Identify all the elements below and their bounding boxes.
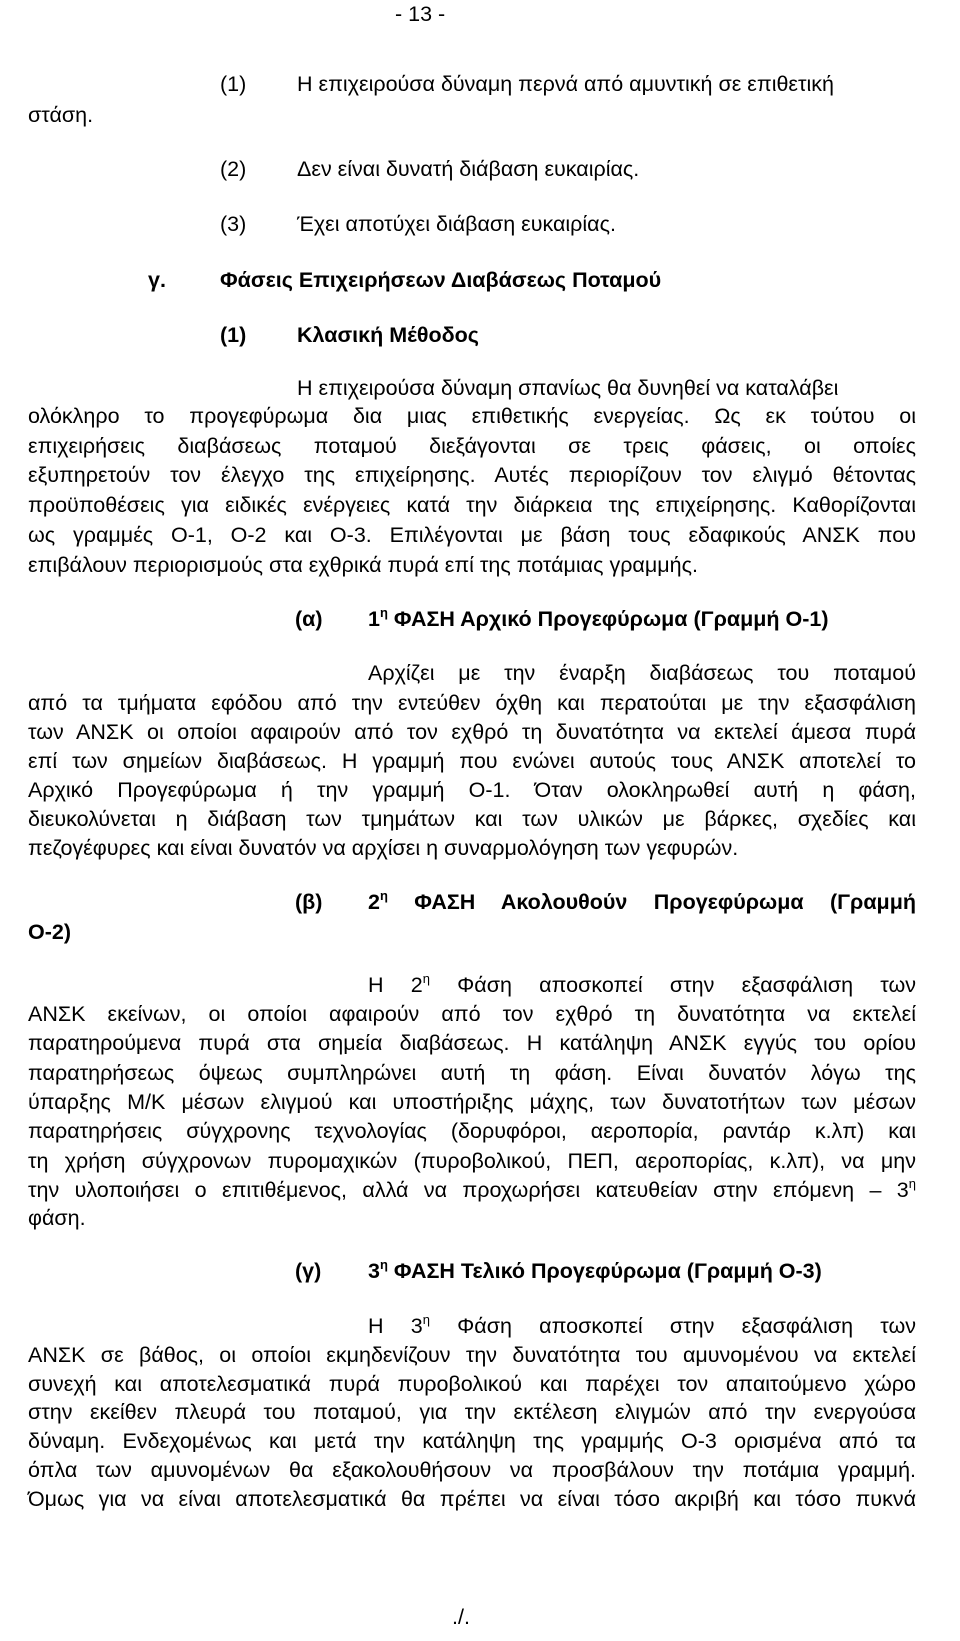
paragraph-line: διευκολύνεται η διάβαση των τμημάτων και των υλικών με βάρκες, σχεδίες και — [28, 807, 916, 831]
subsection-title: Κλασική Μέθοδος — [297, 323, 479, 347]
continuation-mark: ./. — [452, 1605, 470, 1629]
paragraph-line — [368, 973, 916, 998]
paragraph-line: όπλα των αμυνομένων θα εξακολουθήσουν να προσβάλουν την ποτάμια γραμμή. — [28, 1458, 916, 1482]
list-item-continuation: στάση. — [28, 103, 94, 127]
paragraph-line: παρατηρήσεως όψεως συμπληρώνει αυτή τη φάση. Είναι δυνατόν λόγω της — [28, 1061, 916, 1085]
paragraph-line: επί των σημείων διαβάσεως. Η γραμμή που ενώνει αυτούς τους ΑΝΣΚ αποτελεί το — [28, 749, 916, 773]
list-item-num: (3) — [220, 212, 247, 236]
phase-title: ΦΑΣΗ Ακολουθούν Προγεφύρωμα (Γραμμή — [414, 890, 916, 914]
paragraph-line: επιχειρήσεις διαβάσεως ποταμού διεξάγονται σε τρεις φάσεις, οι οποίες — [28, 434, 916, 458]
list-item-num: (2) — [220, 157, 247, 181]
paragraph-line: ύπαρξης Μ/Κ μέσων ελιγμού και υποστήριξης μάχης, των δυνατοτήτων των μέσων — [28, 1090, 916, 1114]
paragraph-line: Αρχίζει με την έναρξη διαβάσεως του ποταμού — [368, 661, 916, 685]
paragraph-line — [368, 1314, 916, 1339]
section-letter: γ. — [148, 268, 166, 292]
phase-heading — [368, 607, 829, 632]
phase-sup: η — [379, 605, 388, 620]
phase-letter: (γ) — [295, 1259, 322, 1283]
phase-title: ΦΑΣΗ Τελικό Προγεφύρωμα (Γραμμή Ο-3) — [393, 1259, 822, 1283]
paragraph-line: ΑΝΣΚ εκείνων, οι οποίοι αφαιρούν από τον εχθρό τη δυνατότητα να εκτελεί — [28, 1002, 916, 1026]
phase-num: 1 — [368, 607, 380, 631]
paragraph-line: φάση. — [28, 1206, 86, 1230]
list-item-text: Η επιχειρούσα δύναμη περνά από αμυντική σε επιθετική — [297, 72, 834, 96]
paragraph-line: επιβάλουν περιορισμούς στα εχθρικά πυρά επί της ποτάμιας γραμμής. — [28, 553, 698, 577]
page-number: - 13 - — [395, 2, 446, 26]
list-item-text: Δεν είναι δυνατή διάβαση ευκαιρίας. — [297, 157, 640, 181]
text-run: Η 2 — [368, 973, 423, 997]
phase-letter: (β) — [295, 890, 323, 914]
paragraph-line — [28, 1178, 916, 1203]
phase-title: ΦΑΣΗ Αρχικό Προγεφύρωμα (Γραμμή Ο-1) — [393, 607, 829, 631]
paragraph-line: δύναμη. Ενδεχομένως και μετά την κατάληψη της γραμμής Ο-3 ορισμένα από τα — [28, 1429, 916, 1453]
phase-num: 3 — [368, 1259, 380, 1283]
phase-sup: η — [379, 888, 388, 903]
text-sup: η — [422, 1312, 430, 1327]
text-run: την υλοποιήσει ο επιτιθέμενος, αλλά να προχωρήσει κατευθείαν στην επόμενη – 3 — [28, 1178, 909, 1202]
paragraph-line: Αρχικό Προγεφύρωμα ή την γραμμή Ο-1. Όταν ολοκληρωθεί αυτή η φάση, — [28, 778, 916, 802]
paragraph-line: Όμως για να είναι αποτελεσματικά θα πρέπει να είναι τόσο ακριβή και τόσο πυκνά — [28, 1487, 916, 1511]
paragraph-line: από τα τμήματα εφόδου από την εντεύθεν όχθη και περατούται με την εξασφάλιση — [28, 691, 916, 715]
paragraph-line: των ΑΝΣΚ οι οποίοι αφαιρούν από τον εχθρό τη δυνατότητα να εκτελεί άμεσα πυρά — [28, 720, 916, 744]
paragraph-line: ολόκληρο το προγεφύρωμα δια μιας επιθετικής ενεργείας. Ως εκ τούτου οι — [28, 404, 916, 428]
paragraph-line: εξυπηρετούν τον έλεγχο της επιχείρησης. Αυτές περιορίζουν τον ελιγμό θέτοντας — [28, 463, 916, 487]
section-title: Φάσεις Επιχειρήσεων Διαβάσεως Ποταμού — [220, 268, 662, 292]
phase-letter: (α) — [295, 607, 323, 631]
paragraph-line: παρατηρήσεις σύγχρονης τεχνολογίας (δορυφόροι, αεροπορία, ραντάρ κ.λπ) και — [28, 1119, 916, 1143]
paragraph-line: ως γραμμές Ο-1, Ο-2 και Ο-3. Επιλέγονται με βάση τους εδαφικούς ΑΝΣΚ που — [28, 523, 916, 547]
list-item-text: Έχει αποτύχει διάβαση ευκαιρίας. — [297, 212, 616, 236]
phase-sup: η — [379, 1257, 388, 1272]
paragraph-line: στην εκείθεν πλευρά του ποταμού, για την εκτέλεση ελιγμών από την ενεργούσα — [28, 1400, 916, 1424]
text-run: Φάση αποσκοπεί στην εξασφάλιση των — [429, 973, 916, 997]
text-run: Η 3 — [368, 1314, 423, 1338]
text-sup: η — [908, 1176, 916, 1191]
paragraph-line: συνεχή και αποτελεσματικά πυρά πυροβολικού και παρέχει τον απαιτούμενο χώρο — [28, 1372, 916, 1396]
paragraph-line: τη χρήση σύγχρονων πυρομαχικών (πυροβολικού, ΠΕΠ, αεροπορίας, κ.λπ), να μην — [28, 1149, 916, 1173]
paragraph-line: ΑΝΣΚ σε βάθος, οι οποίοι εκμηδενίζουν την δυνατότητα του αμυνομένου να εκτελεί — [28, 1343, 916, 1367]
list-item-num: (1) — [220, 72, 247, 96]
paragraph-line: προϋποθέσεις για ειδικές ενέργειες κατά την διάρκεια της επιχείρησης. Καθορίζονται — [28, 493, 916, 517]
phase-heading — [368, 890, 916, 915]
paragraph-line: πεζογέφυρες και είναι δυνατόν να αρχίσει η συναρμολόγηση των γεφυρών. — [28, 836, 739, 860]
text-sup: η — [422, 971, 430, 986]
text-run: Φάση αποσκοπεί στην εξασφάλιση των — [429, 1314, 916, 1338]
paragraph-line: παρατηρούμενα πυρά στα σημεία διαβάσεως. Η κατάληψη ΑΝΣΚ εγγύς του ορίου — [28, 1031, 916, 1055]
phase-heading — [368, 1259, 822, 1284]
phase-num: 2 — [368, 890, 380, 914]
phase-title-continuation: Ο-2) — [28, 920, 71, 944]
subsection-num: (1) — [220, 323, 247, 347]
paragraph-line: Η επιχειρούσα δύναμη σπανίως θα δυνηθεί να καταλάβει — [297, 376, 839, 400]
